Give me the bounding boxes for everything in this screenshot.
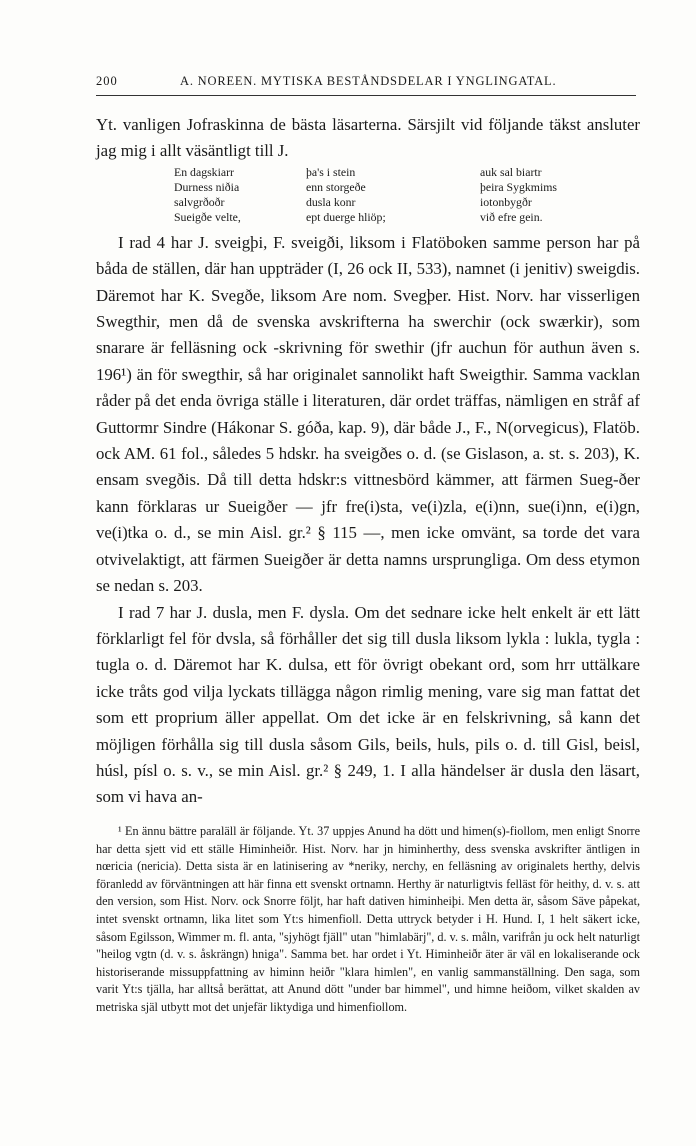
page-number: 200 [96, 74, 118, 88]
running-title: A. NOREEN. MYTISKA BESTÅNDSDELAR I YNGLINGATAL. [180, 74, 557, 88]
paragraph-rad-7: I rad 7 har J. dusla, men F. dysla. Om det sednare icke helt enkelt är ett lätt förklarligt fel för dvsla, så förhåller det sig till dusla liksom lykla : lukla, tygla : tugla o. d. Däremot har K. dulsa, ett för övrigt obekant ord, som hrr uttälkare icke tråts god vilja lyckats tillägga någon rimlig mening, vare sig man fattat det som ett proprium äller appellat. Om det icke är en felskrivning, så kann det möjligen förhålla sig till dusla såsom Gils, beils, huls, pils o. d. till Gisl, beisl, húsl, písl o. s. v., se min Aisl. gr.² § 249, 1. I alla händelser är dusla den läsart, som vi hava an- [96, 602, 640, 807]
verse-cell: dusla konr [306, 194, 356, 209]
footnote-text: ¹ En ännu bättre paraläll är följande. Yt. 37 uppjes Anund ha dött und himen(s)-fiollom, men enligt Snorre har detta sjett vid ett ställe Himinheiðr. Hist. Norv. har jn himinherthy, dess svenska avskrifter äntligen in nœricia (nericia). Detta sista är en latinisering av *neriky, nerchy, en felläsning av originalets herthy, delvis föranledd av förväntningen att här finna ett svenskt ortnamn. Herthy är naturligtvis felläst för heithy, d. v. s. att den version, som Hist. Norv. ock Snorre följt, har haft dativen himinheiþi. Men detta är, såsom Säve påpekat, intet svenskt ortnamn, lika litet som Yt:s himenfioll. Detta uttryck betyder i H. Hund. I, 1 helt säkert icke, såsom Egilsson, Wimmer m. fl. anta, "sjyhögt fjäll" utan "himlabärj", d. v. s. måln, varifrån ju ock helt naturligt "heilog vgtn (d. v. s. åskrängn) hniga". Samma bet. har ordet i Yt. Himinheiðr äter är väl en lokaliserande ock historiserande missuppfattning av himinn heiðr "klara himlen", en vanlig sammanställning. Den saga, som varit Yt:s tjälla, har alltså berättat, att Anund dött "under bar himmel", und himne heiðom, vilket skalden av metriska själ utbytt mot det unjefär liktydiga und himenfiollom. [96, 824, 640, 1014]
verse-stanza [174, 165, 640, 225]
verse-cell: En dagskiarr [174, 164, 234, 179]
main-text [96, 112, 640, 811]
verse-cell: auk sal biartr [480, 164, 542, 179]
verse-cell: ept duerge hliöp; [306, 209, 386, 224]
footnote [96, 823, 640, 1017]
paragraph-rad-4: I rad 4 har J. sveigþi, F. sveigði, liksom i Flatöboken samme person har på båda de ställen, där han uppträder (I, 26 ock II, 533), namnet (i jenitiv) sweigdis. Däremot har K. Svegðe, liksom Are nom. Svegþer. Hist. Norv. har visserligen Swegthir, men då de svenska avskrifterna ha swerchir (ock swærkir), som snarare är felläsning ock -skrivning för swethir (jfr auchun för authun även s. 196¹) än för swegthir, så har originalet sannolikt haft Sweigthir. Samma vacklan råder på det enda övriga ställe i literaturen, där ordet träffas, nämligen en stråf af Guttormr Sindre (Hákonar S. góða, kap. 9), där både J., F., N(orvegicus), Flatöb. ock AM. 61 fol., således 5 hdskr. ha sveigðes o. d. (se Gislason, a. st. s. 203), K. ensam svegðis. Då till detta hdskr:s vittnesbörd kämmer, att färmen Sueg-ðer kann förklaras ur Sueigðer — jfr fre(i)sta, ve(i)zla, e(i)nn, sue(i)nn, e(i)gn, ve(i)tka o. d., se min Aisl. gr.² § 115 —, men icke omvänt, sa torde det vara otvivelaktigt, att färmen Sueigðer är detta namns ursprungliga. Om dess etymon se nedan s. 203. [96, 232, 640, 596]
header-rule [96, 95, 636, 96]
verse-cell: Sueigðe velte, [174, 209, 241, 224]
verse-cell: við efre gein. [480, 209, 543, 224]
verse-cell: Durness niðia [174, 179, 240, 194]
verse-cell: enn storgeðe [306, 179, 366, 194]
verse-cell: þa's i stein [306, 164, 356, 179]
verse-cell: iotonbygðr [480, 194, 532, 209]
verse-cell: salvgrðoðr [174, 194, 225, 209]
intro-paragraph: Yt. vanligen Jofraskinna de bästa läsarterna. Särsjilt vid följande täkst ansluter jag mig i allt väsäntligt till J. [96, 115, 640, 161]
verse-cell: þeira Sygkmims [480, 179, 558, 194]
running-header [96, 74, 636, 94]
